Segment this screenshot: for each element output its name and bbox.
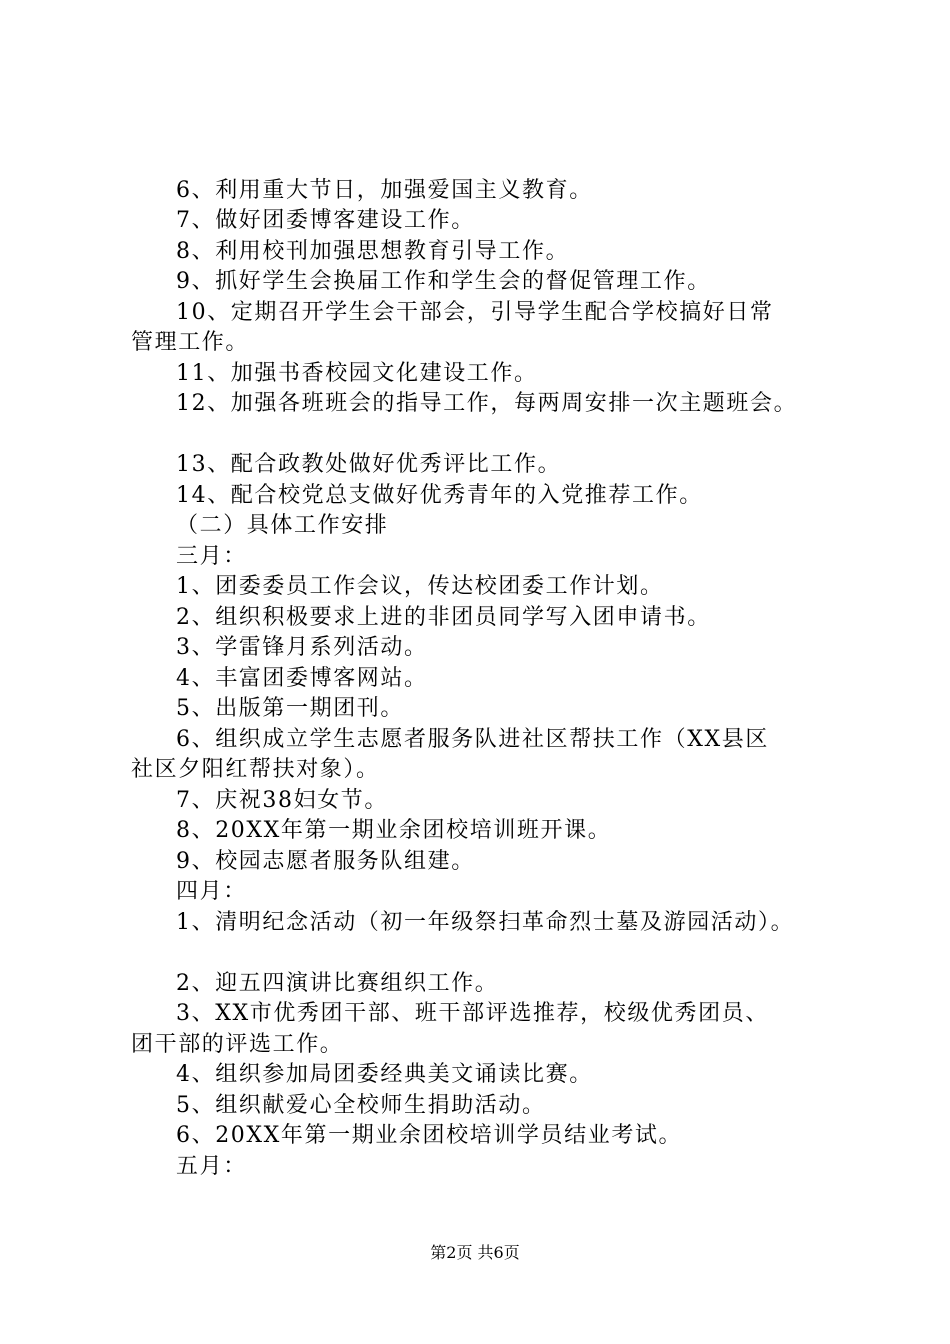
text-line: 6、利用重大节日，加强爱国主义教育。	[176, 178, 593, 203]
text-line: 13、配合政教处做好优秀评比工作。	[176, 452, 562, 477]
text-line: 4、组织参加局团委经典美文诵读比赛。	[176, 1062, 593, 1087]
text-line: 3、XX市优秀团干部、班干部评选推荐，校级优秀团员、	[176, 1001, 769, 1026]
text-line: 3、学雷锋月系列活动。	[176, 635, 428, 660]
text-line: 5、组织献爱心全校师生捐助活动。	[176, 1093, 546, 1118]
text-line: 管理工作。	[131, 330, 250, 355]
text-line: 5、出版第一期团刊。	[176, 696, 404, 721]
text-line: 2、迎五四演讲比赛组织工作。	[176, 971, 499, 996]
text-line: 4、丰富团委博客网站。	[176, 666, 428, 691]
text-line: 9、校园志愿者服务队组建。	[176, 849, 475, 874]
text-line: 6、组织成立学生志愿者服务队进社区帮扶工作（XX县区	[176, 727, 769, 752]
text-line: 8、20XX年第一期业余团校培训班开课。	[176, 818, 612, 843]
text-line: 10、定期召开学生会干部会，引导学生配合学校搞好日常	[176, 300, 774, 325]
text-line: 6、20XX年第一期业余团校培训学员结业考试。	[176, 1123, 683, 1148]
month-heading: 五月：	[176, 1154, 247, 1179]
section-heading: （二）具体工作安排	[176, 513, 389, 538]
text-line: 12、加强各班班会的指导工作，每两周安排一次主题班会。	[176, 391, 798, 416]
text-line: 1、团委委员工作会议，传达校团委工作计划。	[176, 574, 664, 599]
text-line: 7、庆祝38妇女节。	[176, 788, 388, 813]
text-line: 9、抓好学生会换届工作和学生会的督促管理工作。	[176, 269, 711, 294]
text-line: 8、利用校刊加强思想教育引导工作。	[176, 239, 570, 264]
text-line: 社区夕阳红帮扶对象）。	[131, 757, 380, 782]
text-line: 14、配合校党总支做好优秀青年的入党推荐工作。	[176, 483, 703, 508]
text-line: 11、加强书香校园文化建设工作。	[176, 361, 538, 386]
text-line: 团干部的评选工作。	[131, 1032, 344, 1057]
page-number-footer: 第2页 共6页	[430, 1243, 520, 1262]
text-line: 2、组织积极要求上进的非团员同学写入团申请书。	[176, 605, 711, 630]
text-line: 7、做好团委博客建设工作。	[176, 208, 475, 233]
text-line: 1、清明纪念活动（初一年级祭扫革命烈士墓及游园活动）。	[176, 910, 795, 935]
month-heading: 三月：	[176, 544, 247, 569]
month-heading: 四月：	[176, 879, 247, 904]
